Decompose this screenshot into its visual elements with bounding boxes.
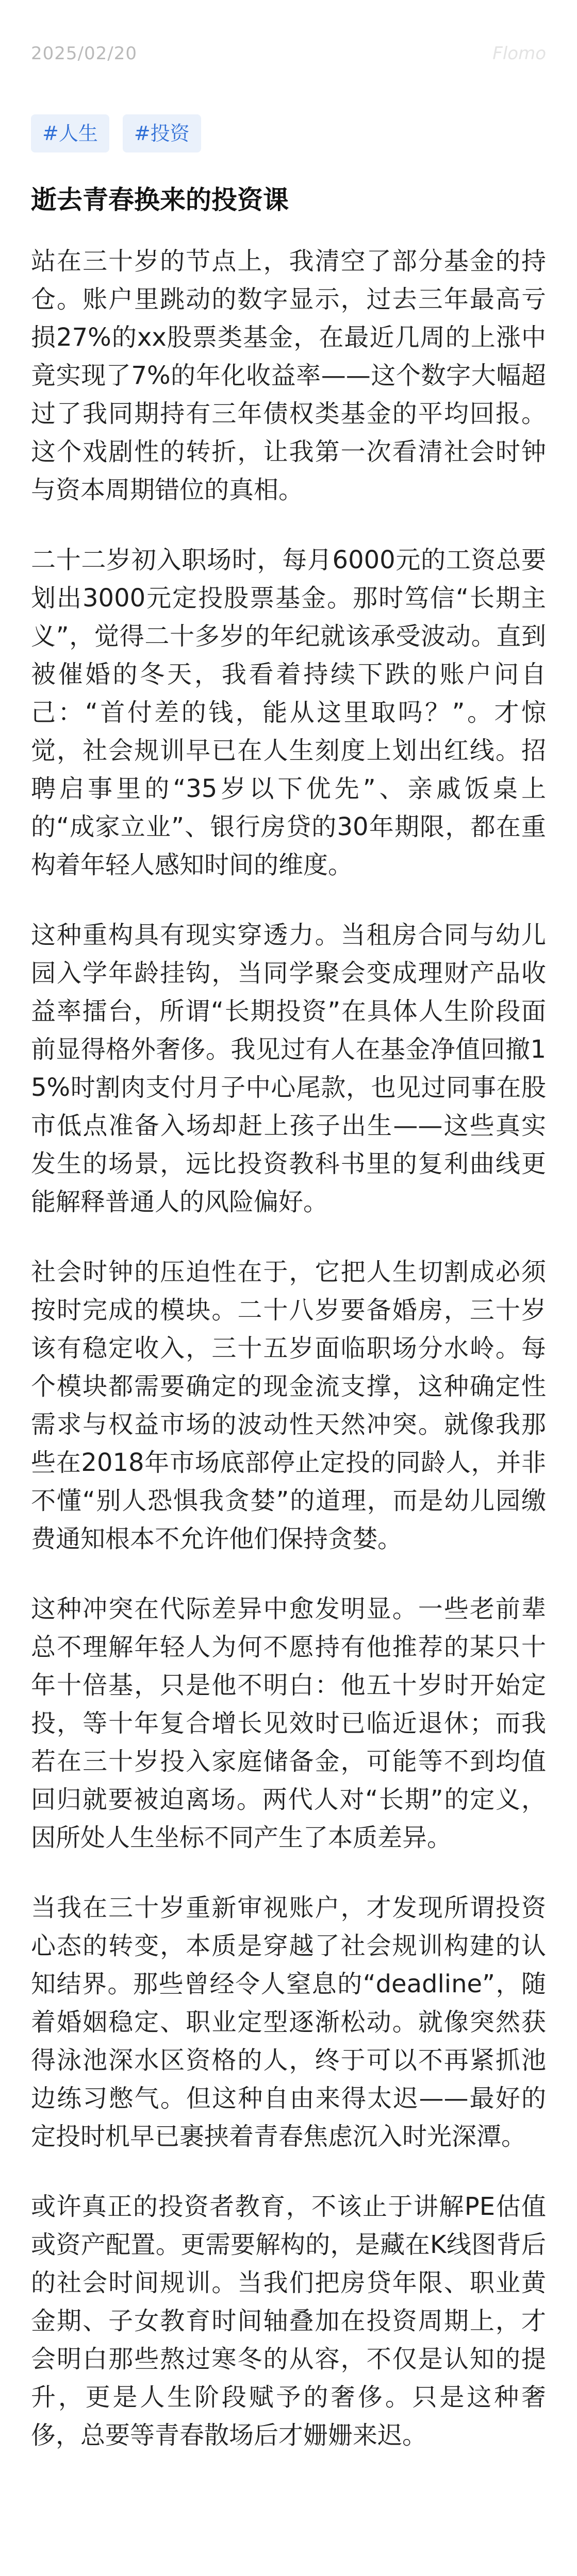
paragraph-2: 二十二岁初入职场时，每月6000元的工资总要划出3000元定投股票基金。那时笃信“长期主义”，觉得二十多岁的年纪就该承受波动。直到被催婚的冬天，我看着持续下跌的账户问自己：“首付差的钱，能从这里取吗？”。才惊觉，社会规训早已在人生刻度上划出红线。招聘启事里的“35岁以下优先”、亲戚饭桌上的“成家立业”、银行房贷的30年期限，都在重构着年轻人感知时间的维度。: [31, 546, 546, 879]
brand-watermark: Flomo: [492, 43, 546, 64]
note-date: 2025/02/20: [31, 43, 137, 64]
paragraph-6: 当我在三十岁重新审视账户，才发现所谓投资心态的转变，本质是穿越了社会规训构建的认知结界。那些曾经令人窒息的“deadline”，随着婚姻稳定、职业定型逐渐松动。就像突然获得泳池深水区资格的人，终于可以不再紧抓池边练习憋气。但这种自由来得太迟——最好的定投时机早已裹挟着青春焦虑沉入时光深潭。: [31, 1893, 546, 2151]
paragraph-4: 社会时钟的压迫性在于，它把人生切割成必须按时完成的模块。二十八岁要备婚房，三十岁该有稳定收入，三十五岁面临职场分水岭。每个模块都需要确定的现金流支撑，这种确定性需求与权益市场的波动性天然冲突。就像我那些在2018年市场底部停止定投的同龄人，并非不懂“别人恐惧我贪婪”的道理，而是幼儿园缴费通知根本不允许他们保持贪婪。: [31, 1258, 546, 1553]
tag-list: [31, 114, 201, 152]
tag-investment[interactable]: #投资: [123, 114, 201, 152]
paragraph-1: 站在三十岁的节点上，我清空了部分基金的持仓。账户里跳动的数字显示，过去三年最高亏损27%的xx股票类基金，在最近几周的上涨中竟实现了7%的年化收益率——这个数字大幅超过了我同期持有三年债权类基金的平均回报。这个戏剧性的转折，让我第一次看清社会时钟与资本周期错位的真相。: [31, 247, 546, 504]
paragraph-3: 这种重构具有现实穿透力。当租房合同与幼儿园入学年龄挂钩，当同学聚会变成理财产品收益率擂台，所谓“长期投资”在具体人生阶段面前显得格外奢侈。我见过有人在基金净值回撤15%时割肉支付月子中心尾款，也见过同事在股市低点准备入场却赶上孩子出生——这些真实发生的场景，远比投资教科书里的复利曲线更能解释普通人的风险偏好。: [31, 921, 546, 1216]
note-meta: [31, 43, 546, 64]
paragraph-5: 这种冲突在代际差异中愈发明显。一些老前辈总不理解年轻人为何不愿持有他推荐的某只十年十倍基，只是他不明白：他五十岁时开始定投，等十年复合增长见效时已临近退休；而我若在三十岁投入家庭储备金，可能等不到均值回归就要被迫离场。两代人对“长期”的定义，因所处人生坐标不同产生了本质差异。: [31, 1595, 546, 1852]
tag-life[interactable]: #人生: [31, 114, 109, 152]
note-title: 逝去青春换来的投资课: [31, 185, 289, 215]
paragraph-7: 或许真正的投资者教育，不该止于讲解PE估值或资产配置。更需要解构的，是藏在K线图背后的社会时间规训。当我们把房贷年限、职业黄金期、子女教育时间轴叠加在投资周期上，才会明白那些熬过寒冬的从容，不仅是认知的提升，更是人生阶段赋予的奢侈。只是这种奢侈，总要等青春散场后才姗姗来迟。: [31, 2192, 546, 2450]
note-body: [31, 242, 546, 2486]
